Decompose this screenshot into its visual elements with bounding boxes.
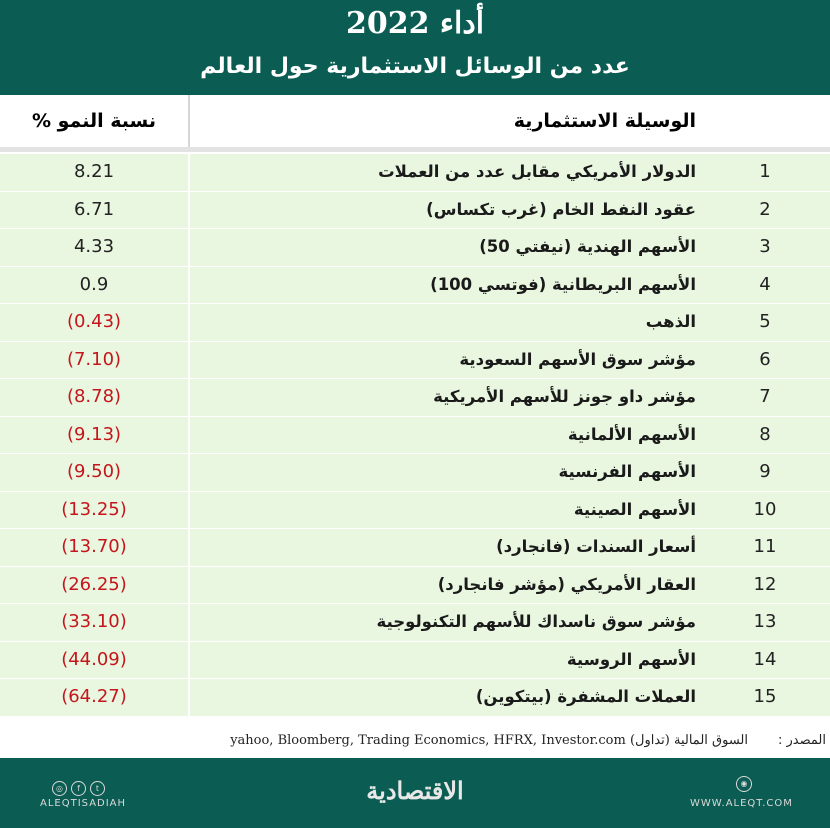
instrument-name: الذهب — [645, 312, 696, 331]
source-label: المصدر : — [778, 733, 826, 748]
table-row — [0, 267, 830, 305]
instrument-name: عقود النفط الخام (غرب تكساس) — [426, 199, 696, 219]
website-link[interactable]: WWW.ALEQT.COM — [690, 798, 793, 809]
growth-column-header: نسبة النمو % — [31, 110, 157, 132]
source-text: yahoo, Bloomberg, Trading Economics, HFRX, Investor.com السوق المالية (تداول) — [230, 733, 748, 748]
table-row — [0, 229, 830, 267]
rank-number: 3 — [759, 236, 771, 257]
instrument-column-header: الوسيلة الاستثمارية — [513, 110, 696, 132]
instagram-icon[interactable]: ◎ — [52, 781, 67, 796]
table-row — [0, 642, 830, 680]
table-row — [0, 342, 830, 380]
data-table — [0, 154, 830, 717]
growth-value: (9.50) — [66, 461, 122, 482]
instrument-name: الأسهم الروسية — [566, 649, 696, 669]
footer — [0, 758, 830, 828]
table-row — [0, 454, 830, 492]
instrument-name: الأسهم الفرنسية — [558, 462, 696, 481]
table-row — [0, 154, 830, 192]
brand-logo: الاقتصادية — [366, 776, 464, 805]
instrument-name: مؤشر داو جونز للأسهم الأمريكية — [433, 387, 696, 406]
rank-number: 2 — [759, 198, 771, 220]
growth-value: 8.21 — [73, 161, 115, 182]
instrument-name: مؤشر سوق ناسداك للأسهم التكنولوجية — [376, 612, 696, 631]
table-row — [0, 304, 830, 342]
rank-number: 11 — [753, 536, 777, 557]
instrument-name: مؤشر سوق الأسهم السعودية — [459, 349, 696, 369]
growth-value: 4.33 — [73, 236, 115, 257]
rank-number: 9 — [759, 461, 771, 482]
growth-value: 6.71 — [73, 198, 115, 220]
instrument-name: العملات المشفرة (بيتكوين) — [475, 687, 696, 706]
twitter-icon[interactable]: t — [90, 781, 105, 796]
instrument-name: الأسهم الصينية — [573, 499, 696, 519]
source-note — [0, 726, 830, 756]
growth-value: (33.10) — [61, 611, 127, 632]
growth-value: (7.10) — [66, 348, 122, 370]
table-row — [0, 679, 830, 717]
instrument-name: الأسهم البريطانية (فوتسي 100) — [430, 274, 696, 294]
table-row — [0, 379, 830, 417]
web-icon[interactable]: ◉ — [736, 776, 752, 792]
page-title: أداء 2022 — [345, 6, 485, 41]
growth-value: (13.70) — [61, 536, 127, 557]
table-row — [0, 492, 830, 530]
page-subtitle: عدد من الوسائل الاستثمارية حول العالم — [200, 54, 630, 79]
growth-value: 0.9 — [79, 273, 109, 295]
table-row — [0, 604, 830, 642]
rank-number: 4 — [759, 273, 771, 295]
growth-value: (26.25) — [61, 573, 127, 595]
rank-number: 15 — [753, 686, 777, 707]
rank-number: 5 — [759, 311, 771, 332]
instrument-name: العقار الأمريكي (مؤشر فانجارد) — [437, 574, 696, 594]
rank-number: 10 — [753, 498, 777, 520]
growth-value: (9.13) — [66, 423, 122, 445]
growth-value: (0.43) — [66, 311, 122, 332]
rank-number: 12 — [753, 573, 777, 595]
rank-number: 7 — [759, 386, 771, 407]
instrument-name: الأسهم الألمانية — [567, 424, 696, 444]
instrument-name: أسعار السندات (فانجارد) — [496, 537, 696, 556]
facebook-icon[interactable]: f — [71, 781, 86, 796]
table-row — [0, 529, 830, 567]
table-row — [0, 192, 830, 230]
table-row — [0, 567, 830, 605]
growth-value: (13.25) — [61, 498, 127, 520]
instrument-name: الأسهم الهندية (نيفتي 50) — [479, 237, 696, 256]
rank-number: 14 — [753, 648, 777, 670]
rank-number: 1 — [759, 161, 771, 182]
social-handle: ALEQTISADIAH — [40, 798, 127, 809]
header-divider — [0, 147, 830, 152]
growth-value: (64.27) — [61, 686, 127, 707]
rank-number: 6 — [759, 348, 771, 370]
table-row — [0, 417, 830, 455]
rank-number: 13 — [753, 611, 777, 632]
rank-number: 8 — [759, 423, 771, 445]
instrument-name: الدولار الأمريكي مقابل عدد من العملات — [378, 162, 696, 181]
growth-value: (44.09) — [61, 648, 127, 670]
growth-value: (8.78) — [66, 386, 122, 407]
header — [0, 0, 830, 95]
column-header — [0, 95, 830, 147]
